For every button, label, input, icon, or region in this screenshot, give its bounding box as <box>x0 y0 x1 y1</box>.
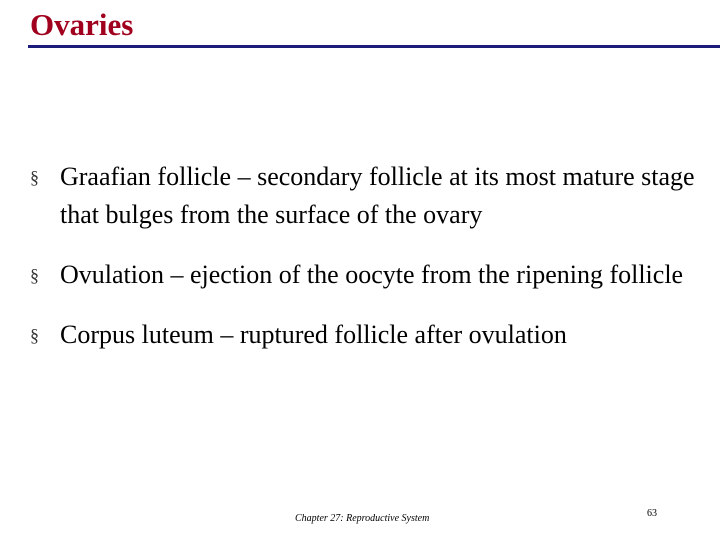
bullet-text: Graafian follicle – secondary follicle at its most mature stage that bulges from the surface of the ovary <box>60 162 695 229</box>
slide-title: Ovaries <box>30 7 134 42</box>
page-number: 63 <box>647 508 657 519</box>
bullet-text: Ovulation – ejection of the oocyte from the ripening follicle <box>60 260 684 289</box>
bullet-item-corpus-luteum <box>30 316 700 354</box>
footer-chapter: Chapter 27: Reproductive System <box>295 513 430 524</box>
bullet-item-ovulation <box>30 256 700 294</box>
bullet-marker-icon: § <box>30 325 39 345</box>
bullet-marker-icon: § <box>30 167 39 187</box>
bullet-marker-icon: § <box>30 265 39 285</box>
title-divider <box>28 45 720 48</box>
bullet-list <box>30 158 700 376</box>
bullet-item-graafian-follicle <box>30 158 700 234</box>
bullet-text: Corpus luteum – ruptured follicle after ovulation <box>60 320 567 349</box>
